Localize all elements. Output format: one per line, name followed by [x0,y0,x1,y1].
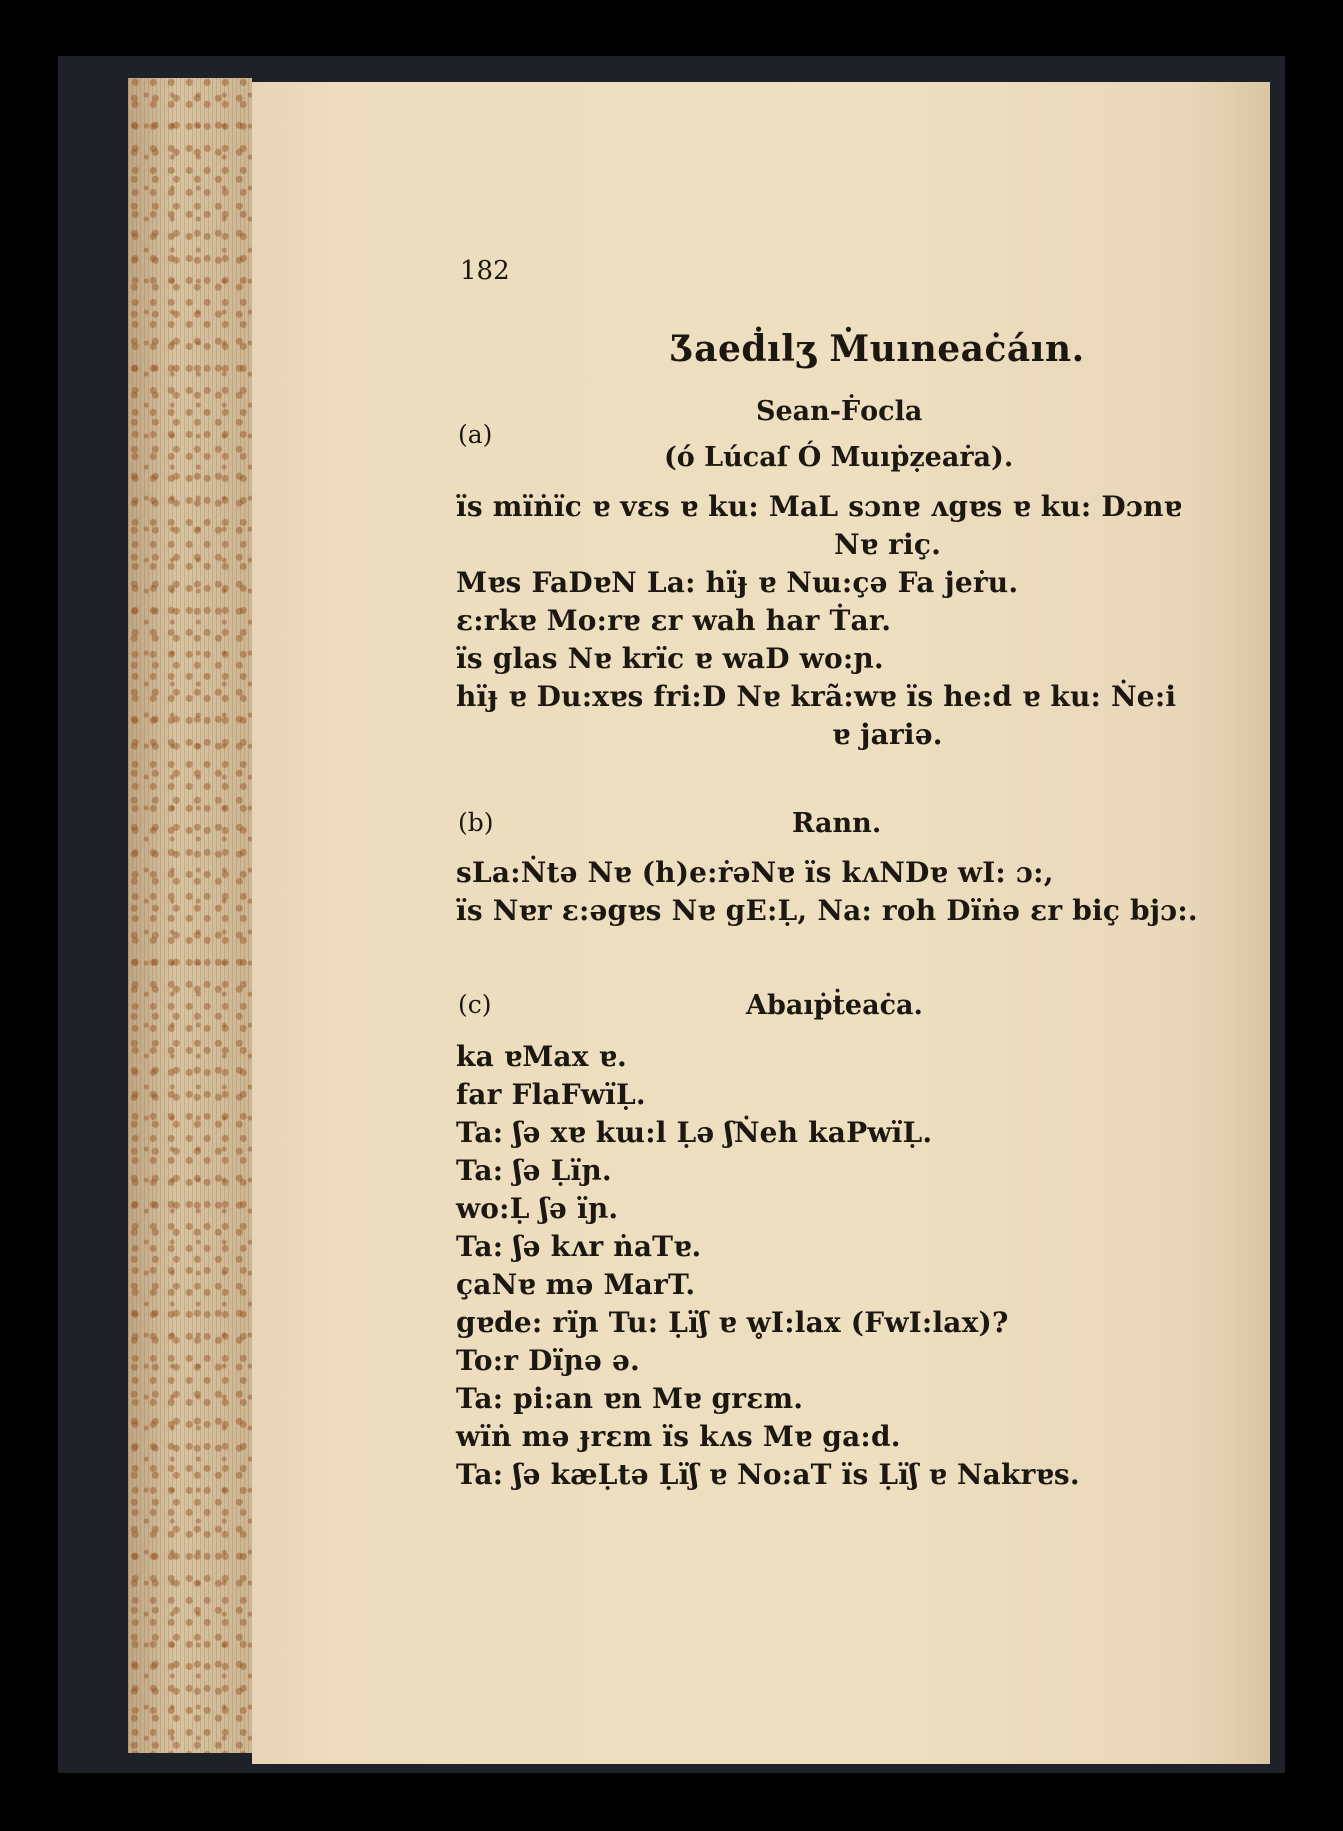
proverb-line: hïɟ ɐ Du:xɐs fri:D Nɐ krã:wɐ ïs he:d ɐ ku: Ṅe:i [456,680,1177,713]
phrase-line: ka ɐMax ɐ. [456,1040,627,1073]
proverb-line: Mɐs FaDɐN La: hïɟ ɐ Nɯ:çə Fa jeṙu. [456,566,1019,599]
phrase-line: wo:Ḷ ʃə ïɲ. [456,1192,619,1225]
page-edges [128,78,252,1753]
phrase-line: Ta: ʃə kæḶtə Ḷïʃ ɐ No:aT ïs Ḷïʃ ɐ Nakrɐs. [456,1458,1080,1491]
proverb-line: ɛ:rkɐ Mo:rɐ ɛr wah har Ṫar. [456,604,892,637]
section-a-subheading: (ó Lúcaſ Ó Muıṗẓeaṙa). [664,442,1014,473]
section-b-label: (b) [458,808,494,837]
phrase-line: çaNɐ mə MarT. [456,1268,696,1301]
phrase-line: Ta: ʃə xɐ kɯ:l Ḷə ʃṄeh kaPwïḶ. [456,1116,933,1149]
proverb-line: ïs mïṅïc ɐ vɛs ɐ ku: MaL sɔnɐ ʌgɐs ɐ ku: Dɔnɐ [456,490,1183,523]
phrase-line: gɐde: rïɲ Tu: Ḷïʃ ɐ w̥I:lax (FwI:lax)? [456,1306,1009,1339]
proverb-line: Nɐ riç. [834,528,942,561]
phrase-line: Ta: ʃə kʌr ṅaTɐ. [456,1230,702,1263]
proverb-line: ïs glas Nɐ krïc ɐ waD wo:ɲ. [456,642,884,675]
section-b-heading: Rann. [792,808,882,839]
page-number: 182 [460,256,510,286]
phrase-line: far FlaFwïḶ. [456,1078,646,1111]
phrase-line: Ta: pi:an ɐn Mɐ grɛm. [456,1382,804,1415]
section-a-label: (a) [458,420,493,449]
phrase-line: To:r Dïɲə ə. [456,1344,640,1377]
section-c-label: (c) [458,990,492,1019]
proverb-line: ɐ jariə. [832,718,943,751]
phrase-line: Ta: ʃə Ḷïɲ. [456,1154,612,1187]
page-title: Ʒaeḋılʒ Ṁuıneaċáın. [670,328,1085,370]
section-a-heading: Sean-Ḟocla [756,396,923,427]
verse-line: sLa:Ṅtə Nɐ (h)e:ṙəNɐ ïs kʌNDɐ wI: ɔ:, [456,856,1054,889]
verse-line: ïs Nɐr ɛ:əgɐs Nɐ gE:Ḷ, Na: roh Dïṅə ɛr biç bjɔ:. [456,894,1198,927]
phrase-line: wïṅ mə ɟrɛm ïs kʌs Mɐ ga:d. [456,1420,901,1453]
section-c-heading: Abaıṗṫeaċa. [746,990,923,1021]
